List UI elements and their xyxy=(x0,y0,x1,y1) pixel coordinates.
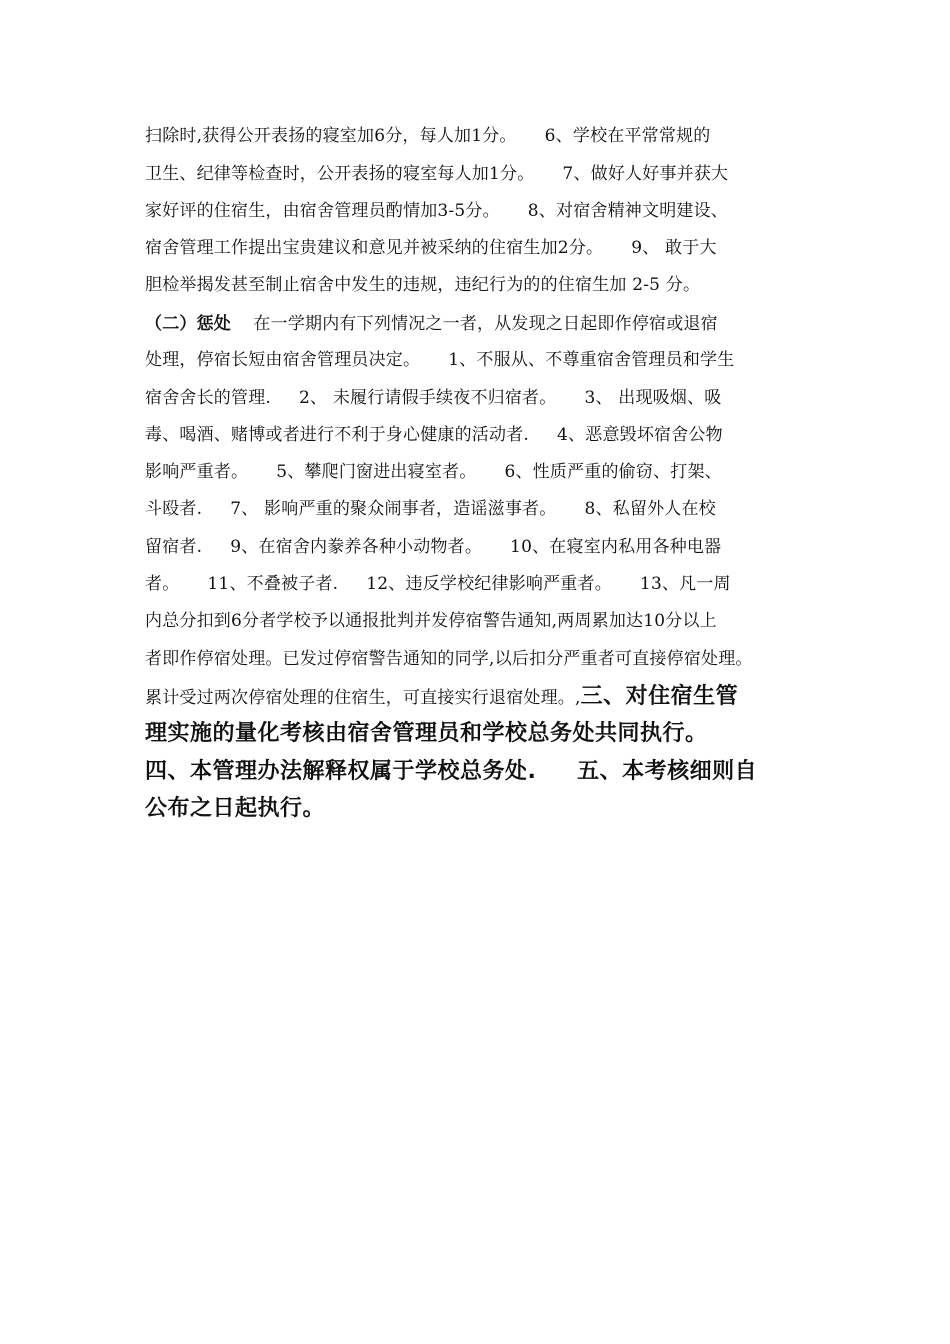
punish-line: 者。 11、不叠被子者. 12、违反学校纪律影响严重者。 13、凡一周 xyxy=(145,574,731,594)
punish-line: 处理，停宿长短由宿舍管理员决定。 1、不服从、不尊重宿舍管理员和学生 xyxy=(145,350,735,370)
punish-line: 斗殴者. 7、 影响严重的聚众闹事者，造谣滋事者。 8、私留外人在校 xyxy=(145,499,716,519)
reward-line: 胆检举揭发甚至制止宿舍中发生的违规，违纪行为的的住宿生加 2-5 分。 xyxy=(145,275,701,295)
reward-line: 家好评的住宿生，由宿舍管理员酌情加3-5分。 8、对宿舍精神文明建设、 xyxy=(145,201,729,221)
punish-line: 宿舍舍长的管理. 2、 未履行请假手续夜不归宿者。 3、 出现吸烟、吸 xyxy=(145,388,722,408)
reward-line: 扫除时,获得公开表扬的寝室加6分，每人加1分。 6、学校在平常常规的 xyxy=(145,126,711,146)
bold-line: 四、本管理办法解释权属于学校总务处. 五、本考核细则自 xyxy=(145,759,758,784)
section3-heading: 三、对住宿生管 xyxy=(580,684,739,709)
bold-line: 公布之日起执行。 xyxy=(145,796,326,821)
punish-heading-line xyxy=(145,312,825,336)
punish-line: 毒、喝酒、赌博或者进行不利于身心健康的活动者. 4、恶意毁坏宿舍公物 xyxy=(145,425,723,445)
punish-line: 留宿者. 9、在宿舍内豢养各种小动物者。 10、在寝室内私用各种电器 xyxy=(145,537,722,557)
reward-line: 卫生、纪律等检查时，公开表扬的寝室每人加1分。 7、做好人好事并获大 xyxy=(145,164,729,184)
bold-line: 理实施的量化考核由宿舍管理员和学校总务处共同执行。 xyxy=(145,721,708,746)
section3-line xyxy=(145,682,825,712)
reward-line: 宿舍管理工作提出宝贵建议和意见并被采纳的住宿生加2分。 9、 敢于大 xyxy=(145,238,717,258)
retire-clause: 累计受过两次停宿处理的住宿生，可直接实行退宿处理。, xyxy=(145,688,581,708)
punish-intro: 在一学期内有下列情况之一者，从发现之日起即作停宿或退宿 xyxy=(231,314,718,334)
punish-line: 影响严重者。 5、攀爬门窗进出寝室者。 6、性质严重的偷窃、打架、 xyxy=(145,462,722,482)
punish-line: 内总分扣到6分者学校予以通报批判并发停宿警告通知,两周累加达10分以上 xyxy=(145,611,717,631)
punish-heading: （二）惩处 xyxy=(145,314,231,334)
punish-line: 者即作停宿处理。已发过停宿警告通知的同学,以后扣分严重者可直接停宿处理。 xyxy=(145,649,753,669)
